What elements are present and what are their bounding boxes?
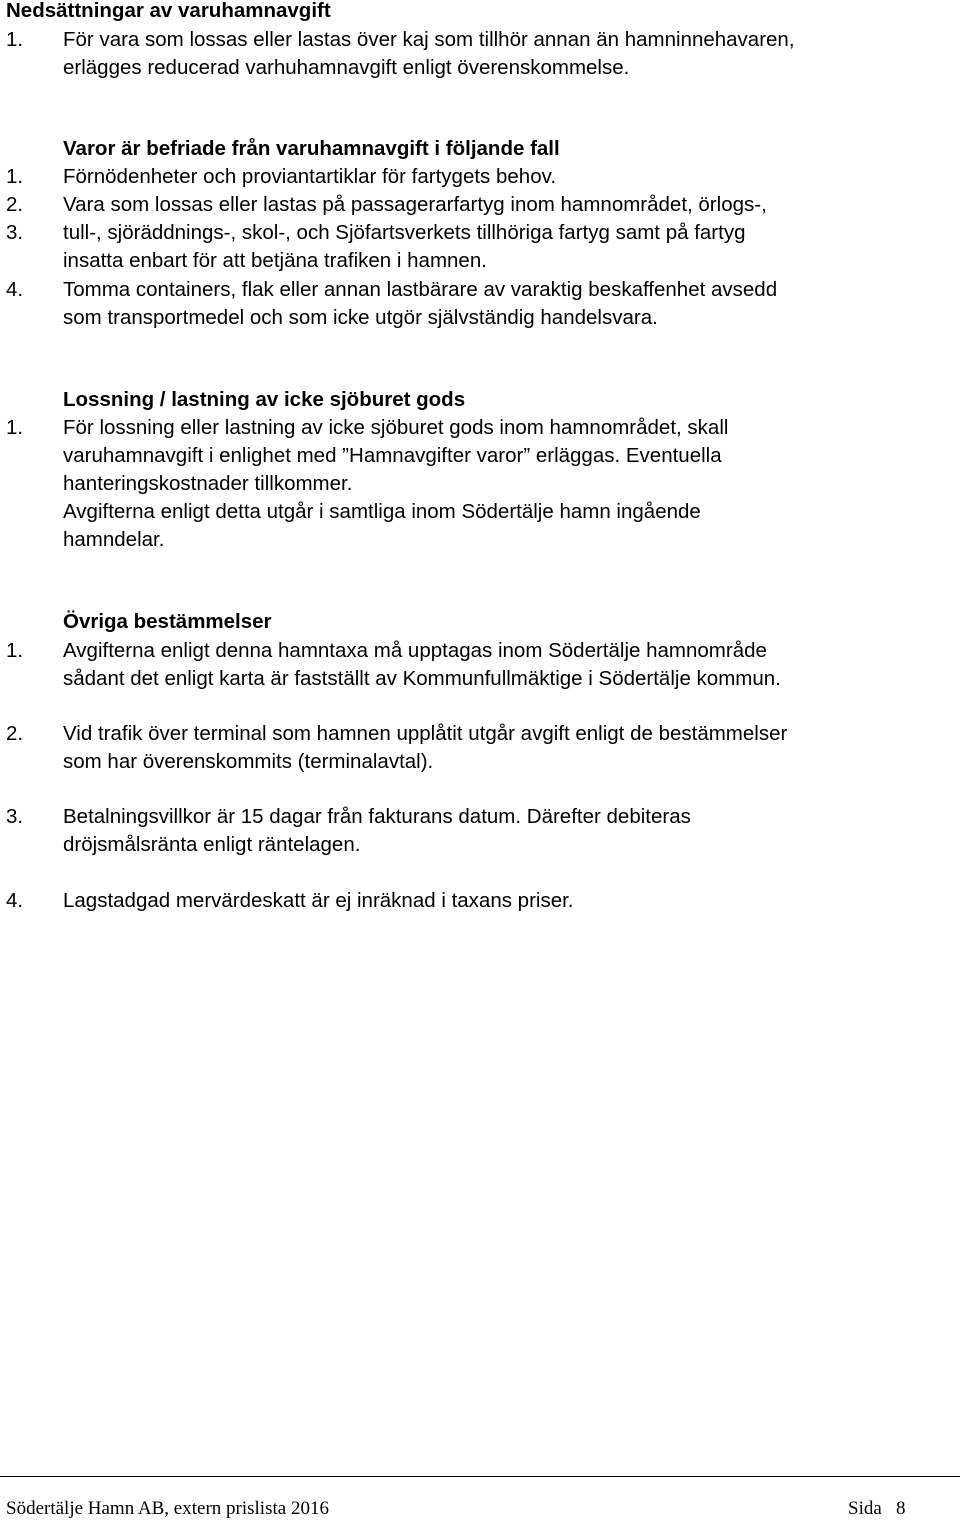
list-number: 1. <box>6 416 24 439</box>
list-item-text: Avgifterna enligt detta utgår i samtliga inom Södertälje hamn ingående <box>63 500 701 523</box>
list-number: 1. <box>6 639 24 662</box>
list-number: 2. <box>6 722 24 745</box>
footer-divider <box>0 1476 960 1477</box>
list-item-text: Avgifterna enligt denna hamntaxa må upptagas inom Södertälje hamnområde <box>63 639 767 662</box>
list-item-text: hamndelar. <box>63 528 165 551</box>
section-heading-reductions: Nedsättningar av varuhamnavgift <box>6 0 331 22</box>
list-item-text: Betalningsvillkor är 15 dagar från fakturans datum. Därefter debiteras <box>63 805 691 828</box>
list-item-text: Tomma containers, flak eller annan lastbärare av varaktig beskaffenhet avsedd <box>63 278 778 301</box>
footer-page-label: Sida <box>848 1498 882 1519</box>
list-number: 1. <box>6 165 24 188</box>
list-number: 3. <box>6 221 24 244</box>
list-item-text: Förnödenheter och proviantartiklar för fartygets behov. <box>63 165 557 188</box>
list-item-text: Vid trafik över terminal som hamnen upplåtit utgår avgift enligt de bestämmelser <box>63 722 788 745</box>
section-heading-non-seaborne: Lossning / lastning av icke sjöburet gods <box>63 388 466 411</box>
list-item-text: varuhamnavgift i enlighet med ”Hamnavgifter varor” erläggas. Eventuella <box>63 444 722 467</box>
list-item-text: Lagstadgad mervärdeskatt är ej inräknad i taxans priser. <box>63 889 574 912</box>
list-number: 4. <box>6 889 24 912</box>
footer-page-number: 8 <box>896 1498 906 1519</box>
list-item-text: dröjsmålsränta enligt räntelagen. <box>63 833 361 856</box>
section-heading-other-provisions: Övriga bestämmelser <box>63 610 272 633</box>
list-item-text: hanteringskostnader tillkommer. <box>63 472 353 495</box>
footer-company-text: Södertälje Hamn AB, extern prislista 2016 <box>6 1498 329 1519</box>
list-item-text: insatta enbart för att betjäna trafiken i hamnen. <box>63 249 487 272</box>
list-item-text: som transportmedel och som icke utgör självständig handelsvara. <box>63 306 658 329</box>
list-item-text: tull-, sjöräddnings-, skol-, och Sjöfartsverkets tillhöriga fartyg samt på fartyg <box>63 221 746 244</box>
list-item-text: som har överenskommits (terminalavtal). <box>63 750 434 773</box>
list-item-text: erlägges reducerad varhuhamnavgift enligt överenskommelse. <box>63 56 630 79</box>
list-number: 1. <box>6 28 24 51</box>
list-item-text: sådant det enligt karta är fastställt av Kommunfullmäktige i Södertälje kommun. <box>63 667 781 690</box>
list-item-text: För lossning eller lastning av icke sjöburet gods inom hamnområdet, skall <box>63 416 729 439</box>
list-number: 4. <box>6 278 24 301</box>
list-item-text: Vara som lossas eller lastas på passagerarfartyg inom hamnområdet, örlogs-, <box>63 193 767 216</box>
list-item-text: För vara som lossas eller lastas över kaj som tillhör annan än hamninnehavaren, <box>63 28 795 51</box>
list-number: 2. <box>6 193 24 216</box>
list-number: 3. <box>6 805 24 828</box>
section-heading-exemptions: Varor är befriade från varuhamnavgift i följande fall <box>63 137 560 160</box>
